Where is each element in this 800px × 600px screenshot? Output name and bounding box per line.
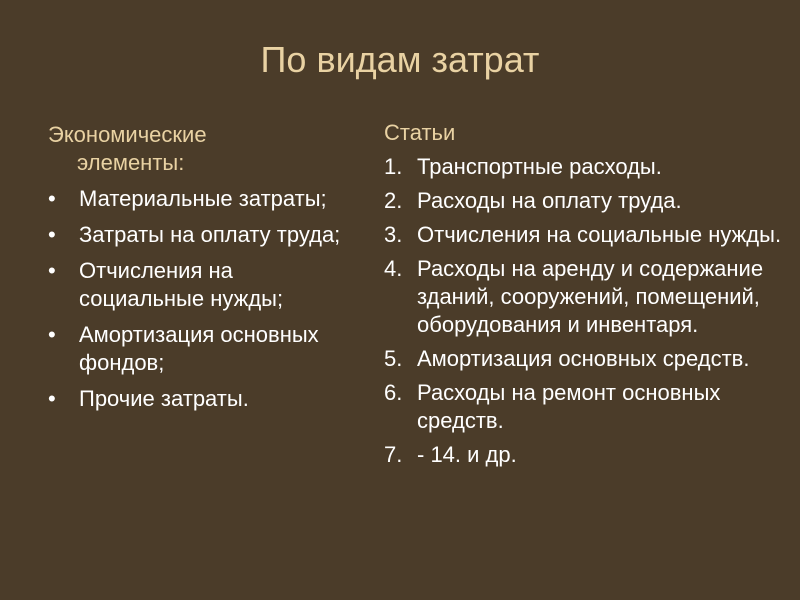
list-number: 5.: [384, 346, 403, 371]
list-number: 7.: [384, 442, 403, 467]
list-item-text: Расходы на оплату труда.: [417, 188, 682, 213]
list-item: [48, 221, 348, 249]
list-item-text: Транспортные расходы.: [417, 154, 662, 179]
right-column: [384, 119, 784, 475]
left-column-heading: Экономические элементы:: [48, 122, 207, 175]
list-item: [48, 321, 348, 377]
right-column-heading: Статьи: [384, 120, 456, 145]
list-item-text: Материальные затраты;: [79, 186, 327, 211]
bullet-marker: •: [48, 386, 56, 411]
list-item: [48, 385, 348, 413]
list-item: [384, 379, 784, 435]
list-item-text: Прочие затраты.: [79, 386, 249, 411]
list-number: 2.: [384, 188, 403, 213]
list-item: [384, 153, 784, 181]
list-number: 3.: [384, 222, 403, 247]
list-item-text: Затраты на оплату труда;: [79, 222, 341, 247]
list-item: [384, 221, 784, 249]
slide-title: По видам затрат: [260, 39, 540, 80]
list-item: [384, 441, 784, 469]
bullet-marker: •: [48, 186, 56, 211]
bullet-marker: •: [48, 258, 56, 283]
list-item-text: - 14. и др.: [417, 442, 517, 467]
bullet-list: [48, 185, 348, 413]
list-item: [384, 187, 784, 215]
list-item-text: Амортизация основных средств.: [417, 346, 750, 371]
list-item-text: Расходы на ремонт основных средств.: [417, 380, 721, 433]
list-number: 1.: [384, 154, 403, 179]
bullet-marker: •: [48, 222, 56, 247]
list-item-text: Отчисления на социальные нужды;: [79, 258, 284, 311]
list-item: [48, 257, 348, 313]
list-item-text: Амортизация основных фондов;: [79, 322, 319, 375]
list-item: [48, 185, 348, 213]
list-item-text: Отчисления на социальные нужды.: [417, 222, 782, 247]
list-item: [384, 255, 784, 339]
numbered-list: [384, 153, 784, 469]
list-number: 4.: [384, 256, 403, 281]
list-item: [384, 345, 784, 373]
bullet-marker: •: [48, 322, 56, 347]
list-number: 6.: [384, 380, 403, 405]
list-item-text: Расходы на аренду и содержание зданий, сооружений, помещений, оборудования и инвентаря.: [417, 256, 764, 337]
left-column: [48, 121, 348, 421]
